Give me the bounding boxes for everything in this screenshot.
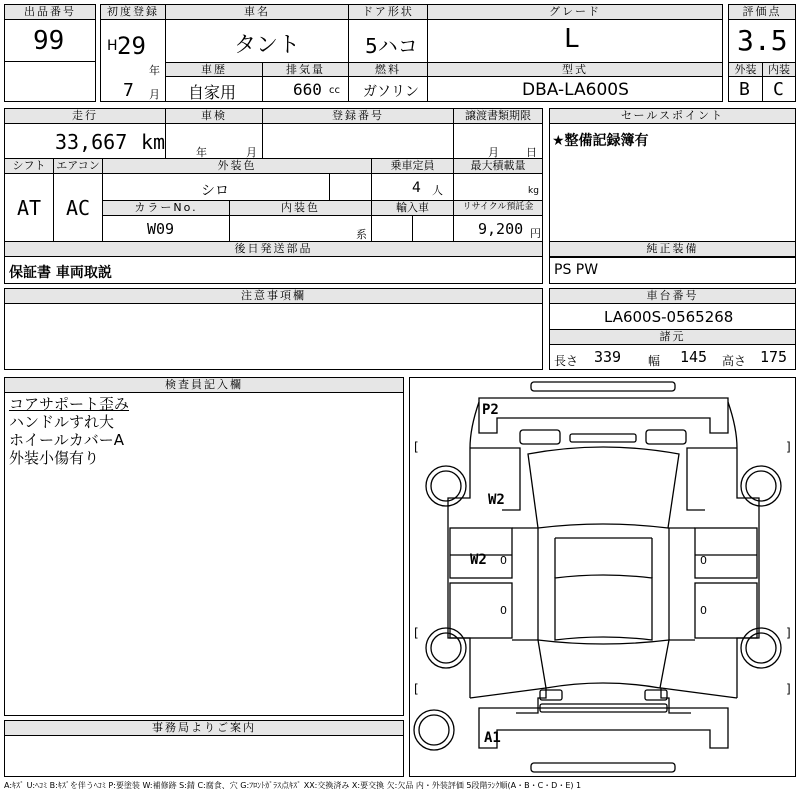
- sales-point: ★整備記録簿有: [552, 133, 649, 149]
- displacement-cell: [262, 76, 349, 102]
- sales-point-cell: [549, 123, 796, 258]
- reg-number-cell: [262, 123, 454, 159]
- width: 145: [680, 348, 708, 366]
- exterior-cell: [728, 76, 763, 102]
- score-header: 評価点: [728, 4, 796, 20]
- interior-header: 内装: [762, 62, 796, 77]
- vehicle-diagram: [409, 377, 796, 777]
- sales-point-header: セールスポイント: [549, 108, 796, 124]
- inspector-header: 検査員記入欄: [4, 377, 404, 393]
- inspection-cell: [165, 123, 263, 159]
- inspector-note: 外装小傷有り: [9, 449, 100, 467]
- grade-cell: [427, 19, 723, 63]
- mark-w2-upper: W2: [488, 492, 505, 508]
- genuine-header: 純正装備: [549, 241, 796, 257]
- insp-month-unit: 月: [246, 146, 257, 159]
- first-reg-cell: [100, 19, 166, 102]
- model-cell: [427, 76, 723, 102]
- history: 自家用: [188, 83, 237, 102]
- later-parts: 保証書 車両取説: [9, 265, 112, 281]
- inspector-note: コアサポート歪み: [9, 395, 130, 413]
- genuine-cell: [549, 256, 796, 284]
- history-cell: [165, 76, 263, 102]
- max-load-header: 最大積載量: [453, 158, 543, 174]
- displacement-unit: cc: [329, 85, 340, 96]
- mileage-unit: km: [141, 130, 166, 154]
- import-cell-1: [371, 215, 413, 242]
- score: 3.5: [737, 24, 788, 57]
- reg-year: 29: [117, 32, 146, 60]
- mileage-header: 走行: [4, 108, 166, 124]
- reg-number-header: 登録番号: [262, 108, 454, 124]
- load-unit: kg: [528, 186, 539, 196]
- inspector-note: ハンドルすれ大: [9, 413, 115, 431]
- specs-cell: [549, 344, 796, 370]
- fuel-header: 燃料: [348, 62, 428, 77]
- recycle: 9,200: [478, 220, 524, 238]
- history-header: 車歴: [165, 62, 263, 77]
- office-header: 事務局よりご案内: [4, 720, 404, 736]
- door-header: ドア形状: [348, 4, 428, 20]
- later-parts-header: 後日発送部品: [4, 241, 543, 257]
- grade-header: グレード: [427, 4, 723, 20]
- mark-zero: 0: [700, 554, 707, 567]
- capacity: 4: [412, 180, 421, 196]
- recycle-unit: 円: [530, 227, 541, 240]
- office-cell: [4, 735, 404, 777]
- mark-bracket: [: [414, 626, 419, 640]
- height-label: 高さ: [722, 354, 747, 368]
- capacity-unit: 人: [432, 184, 443, 197]
- int-color-cell: [229, 215, 372, 242]
- ext-color-header: 外装色: [102, 158, 372, 174]
- recycle-header: リサイクル預託金: [453, 200, 543, 216]
- import-header: 輸入車: [371, 200, 454, 216]
- specs-header: 諸元: [549, 329, 796, 345]
- mark-bracket: [: [414, 682, 419, 696]
- lot-number: 99: [33, 26, 65, 56]
- genuine: PS PW: [554, 262, 599, 278]
- max-load-cell: [453, 173, 543, 201]
- lot-cell: [4, 19, 96, 62]
- color-no-header: カラーNo.: [102, 200, 230, 216]
- mark-zero: 0: [500, 554, 507, 567]
- import-cell-2: [412, 215, 454, 242]
- legend: A:ｷｽﾞ U:ﾍｺﾐ B:ｷｽﾞを伴うﾍｺﾐ P:要塗装 W:補修跡 S:錆 C:腐食、穴 G:ﾌﾛﾝﾄｶﾞﾗｽ点ｷｽﾞ XX:交換済み X:要交換 欠:欠品 内・外装評価 5段階ﾗﾝｸ順(A・B・C・D・E) 1: [4, 781, 582, 790]
- insp-year-unit: 年: [196, 146, 207, 159]
- inspector-cell: [4, 392, 404, 716]
- displacement: 660: [293, 80, 322, 99]
- caution-cell: [4, 303, 543, 370]
- first-reg-header: 初度登録: [100, 4, 166, 20]
- chassis: LA600S-0565268: [604, 308, 734, 326]
- car-name-header: 車名: [165, 4, 349, 20]
- door-type: 5ハコ: [365, 34, 418, 58]
- transfer-month: 月: [488, 146, 499, 159]
- color-no-cell: [102, 215, 230, 242]
- mark-p2: P2: [482, 402, 499, 418]
- int-color-header: 内装色: [229, 200, 372, 216]
- width-label: 幅: [648, 354, 661, 368]
- lot-blank: [4, 61, 96, 102]
- transfer-cell: [453, 123, 543, 159]
- model: DBA-LA600S: [522, 80, 629, 100]
- mark-zero: 0: [700, 604, 707, 617]
- mark-w2-lower: W2: [470, 552, 487, 568]
- ext-color: シロ: [201, 183, 229, 199]
- length-label: 長さ: [554, 354, 579, 368]
- month-unit: 月: [149, 88, 160, 101]
- int-color-unit: 系: [356, 228, 367, 241]
- grade: L: [564, 24, 580, 54]
- chassis-cell: [549, 303, 796, 330]
- mark-bracket: ]: [786, 626, 791, 640]
- transfer-day: 日: [526, 146, 537, 159]
- mark-zero: 0: [500, 604, 507, 617]
- length: 339: [594, 348, 622, 366]
- color-no: W09: [147, 220, 175, 238]
- car-name: タント: [234, 33, 301, 58]
- car-outline: [410, 378, 797, 778]
- door-cell: [348, 19, 428, 63]
- shift-cell: [4, 173, 54, 242]
- exterior-header: 外装: [728, 62, 763, 77]
- mileage-cell: [4, 123, 166, 159]
- transfer-header: 譲渡書類期限: [453, 108, 543, 124]
- inspection-header: 車検: [165, 108, 263, 124]
- fuel-cell: [348, 76, 428, 102]
- score-cell: [728, 19, 796, 63]
- later-parts-cell: [4, 256, 543, 284]
- aircon-cell: [53, 173, 103, 242]
- aircon: AC: [66, 196, 91, 220]
- caution-header: 注意事項欄: [4, 288, 543, 304]
- lot-header: 出品番号: [4, 4, 96, 20]
- ext-color-blank: [329, 173, 372, 201]
- capacity-header: 乗車定員: [371, 158, 454, 174]
- chassis-header: 車台番号: [549, 288, 796, 304]
- ext-color-cell: [102, 173, 330, 201]
- shift: AT: [17, 196, 42, 220]
- era: H: [107, 38, 118, 54]
- car-name-cell: [165, 19, 349, 63]
- aircon-header: エアコン: [53, 158, 103, 174]
- displacement-header: 排気量: [262, 62, 349, 77]
- inspector-note: ホイールカバーA: [9, 431, 124, 449]
- year-unit: 年: [149, 64, 160, 77]
- reg-month: 7: [123, 80, 134, 101]
- exterior-score: B: [739, 79, 750, 100]
- capacity-cell: [371, 173, 454, 201]
- interior-cell: [762, 76, 796, 102]
- mark-bracket: ]: [786, 682, 791, 696]
- recycle-cell: [453, 215, 543, 242]
- interior-score: C: [773, 79, 784, 100]
- mileage: 33,667: [55, 130, 128, 154]
- mark-a1: A1: [484, 730, 501, 746]
- height: 175: [760, 348, 788, 366]
- mark-bracket: [: [414, 440, 419, 454]
- model-header: 型式: [427, 62, 723, 77]
- mark-bracket: ]: [786, 440, 791, 454]
- shift-header: シフト: [4, 158, 54, 174]
- fuel: ガソリン: [363, 84, 419, 100]
